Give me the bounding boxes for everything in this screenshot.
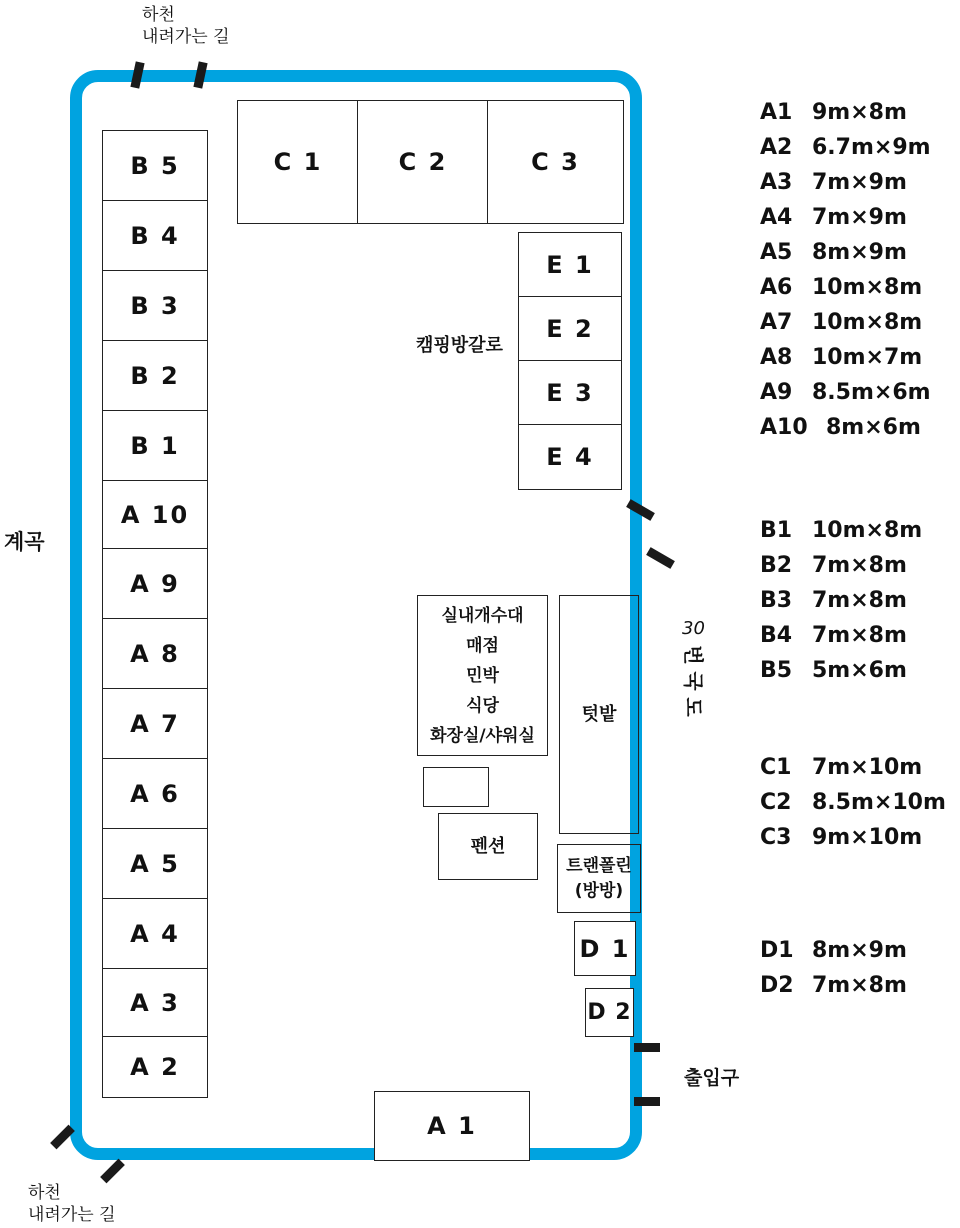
facility-line: 식당 [466, 695, 499, 716]
legend-row: A7 10m×8m [760, 310, 923, 335]
site-a9[interactable]: A 9 [102, 548, 208, 620]
main-facility-building[interactable] [417, 595, 548, 756]
bungalow-label: 캠핑방갈로 [416, 335, 503, 356]
site-b5[interactable]: B 5 [102, 130, 208, 202]
stream-path-top-label: 하천 내려가는 길 [142, 5, 230, 47]
site-a3[interactable]: A 3 [102, 968, 208, 1038]
legend-row: A5 8m×9m [760, 240, 907, 265]
legend-row: D1 8m×9m [760, 938, 907, 963]
site-a5[interactable]: A 5 [102, 828, 208, 900]
site-c3[interactable]: C 3 [487, 100, 624, 224]
site-e3[interactable]: E 3 [518, 360, 622, 426]
site-b3[interactable]: B 3 [102, 270, 208, 342]
legend-row: A4 7m×9m [760, 205, 907, 230]
site-e2[interactable]: E 2 [518, 296, 622, 362]
site-a4[interactable]: A 4 [102, 898, 208, 970]
site-b1[interactable]: B 1 [102, 410, 208, 482]
trampoline[interactable] [557, 844, 641, 913]
legend-row: B1 10m×8m [760, 518, 923, 543]
legend-row: B4 7m×8m [760, 623, 907, 648]
site-d1[interactable]: D 1 [574, 921, 636, 976]
site-d2[interactable]: D 2 [585, 988, 634, 1037]
facility-line: 화장실/샤워실 [430, 725, 535, 746]
legend-row: B2 7m×8m [760, 553, 907, 578]
site-c1[interactable]: C 1 [237, 100, 359, 224]
valley-label: 계곡 [4, 530, 45, 554]
stream-path-bottom-label: 하천 내려가는 길 [28, 1183, 116, 1225]
legend-row: A2 6.7m×9m [760, 135, 931, 160]
gate-marker [646, 547, 675, 569]
national-road-label: 30 번 국 도 [681, 618, 706, 717]
legend-row: A6 10m×8m [760, 275, 923, 300]
vegetable-garden[interactable]: 텃밭 [559, 595, 639, 834]
legend-row: A9 8.5m×6m [760, 380, 931, 405]
site-a2[interactable]: A 2 [102, 1036, 208, 1098]
legend-row: C1 7m×10m [760, 755, 923, 780]
legend-row: A8 10m×7m [760, 345, 923, 370]
site-a6[interactable]: A 6 [102, 758, 208, 830]
legend-row: C2 8.5m×10m [760, 790, 946, 815]
site-e1[interactable]: E 1 [518, 232, 622, 298]
site-a8[interactable]: A 8 [102, 618, 208, 690]
legend-row: C3 9m×10m [760, 825, 923, 850]
site-c2[interactable]: C 2 [357, 100, 489, 224]
facility-line: 매점 [466, 635, 499, 656]
legend-row: A1 9m×8m [760, 100, 907, 125]
site-b4[interactable]: B 4 [102, 200, 208, 272]
site-a7[interactable]: A 7 [102, 688, 208, 760]
gate-marker [100, 1159, 125, 1184]
entrance-marker [634, 1097, 660, 1106]
site-b2[interactable]: B 2 [102, 340, 208, 412]
site-a1[interactable]: A 1 [374, 1091, 530, 1161]
trampoline-sublabel: (방방) [574, 880, 624, 901]
entrance-label: 출입구 [684, 1067, 740, 1089]
site-e4[interactable]: E 4 [518, 424, 622, 490]
entrance-marker [634, 1043, 660, 1052]
facility-line: 민박 [466, 665, 499, 686]
legend-row: A10 8m×6m [760, 415, 921, 440]
pension-building[interactable]: 펜션 [438, 813, 538, 880]
small-structure [423, 767, 489, 807]
legend-row: B3 7m×8m [760, 588, 907, 613]
legend-row: A3 7m×9m [760, 170, 907, 195]
site-a10[interactable]: A 10 [102, 480, 208, 550]
legend-row: D2 7m×8m [760, 973, 907, 998]
trampoline-label: 트랜폴린 [566, 855, 632, 876]
legend-row: B5 5m×6m [760, 658, 907, 683]
facility-line: 실내개수대 [441, 605, 524, 626]
